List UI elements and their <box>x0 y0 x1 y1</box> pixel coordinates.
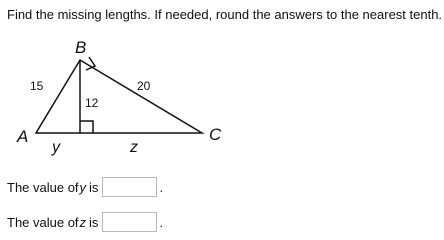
side-ab-label: 15 <box>30 79 44 93</box>
triangle-outline <box>36 60 202 133</box>
answer-period: . <box>159 179 164 195</box>
segment-z-label: z <box>130 139 138 156</box>
vertex-c-label: C <box>209 125 222 144</box>
problem-prompt: Find the missing lengths. If needed, round the answers to the nearest tenth. <box>7 7 443 22</box>
triangle-shape <box>36 57 202 133</box>
answer-suffix: is <box>89 179 99 195</box>
right-angle-marker-foot <box>80 121 93 133</box>
vertex-b-label: B <box>75 38 87 57</box>
answer-prefix: The value of <box>7 179 79 195</box>
answer-row-z <box>7 211 163 233</box>
answer-variable: y <box>79 179 87 195</box>
altitude-label: 12 <box>85 96 99 110</box>
vertex-a-label: A <box>17 127 29 146</box>
answer-period: . <box>159 214 164 230</box>
z-answer-input[interactable] <box>102 212 157 232</box>
answer-suffix: is <box>89 214 99 230</box>
answer-row-y <box>7 176 163 198</box>
segment-y-label: y <box>52 139 60 156</box>
y-answer-input[interactable] <box>102 177 157 197</box>
side-bc-label: 20 <box>137 79 151 93</box>
answer-variable: z <box>79 214 87 230</box>
answer-prefix: The value of <box>7 214 79 230</box>
